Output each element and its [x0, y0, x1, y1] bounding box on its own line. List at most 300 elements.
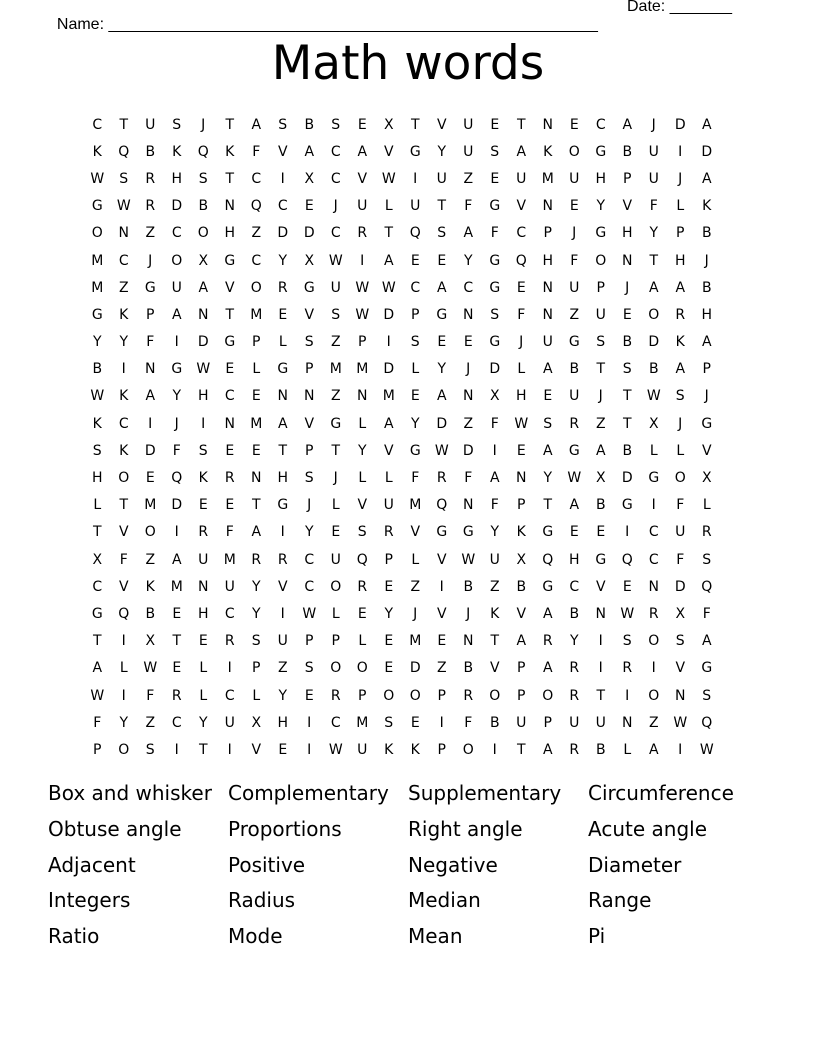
grid-cell: V: [489, 660, 500, 677]
grid-cell: E: [357, 605, 367, 622]
grid-cell: N: [463, 497, 474, 514]
grid-cell: B: [92, 361, 103, 378]
grid-cell: D: [674, 116, 686, 133]
grid-cell: N: [595, 605, 606, 622]
grid-cell: C: [304, 578, 315, 595]
grid-cell: P: [252, 334, 261, 351]
grid-cell: E: [384, 633, 394, 650]
grid-cell: L: [517, 361, 526, 378]
grid-cell: Y: [569, 633, 579, 650]
word-bank-item: Negative: [408, 852, 498, 877]
grid-cell: D: [144, 442, 156, 459]
word-bank-item: Complementary: [228, 781, 389, 805]
word-bank-item: Diameter: [588, 852, 682, 877]
grid-cell: I: [307, 741, 312, 758]
grid-cell: W: [328, 252, 343, 269]
grid-cell: N: [463, 633, 474, 650]
grid-row: [84, 301, 720, 328]
grid-cell: O: [648, 306, 660, 323]
word-bank-item: Circumference: [588, 781, 734, 805]
grid-cell: A: [145, 388, 156, 405]
grid-cell: U: [489, 551, 500, 568]
grid-row: [84, 356, 720, 383]
grid-cell: Y: [463, 252, 473, 269]
grid-cell: R: [463, 687, 474, 704]
grid-cell: S: [622, 361, 632, 378]
grid-cell: E: [569, 198, 579, 215]
grid-cell: S: [702, 551, 712, 568]
grid-cell: C: [648, 524, 659, 541]
grid-cell: Z: [251, 225, 262, 242]
grid-cell: D: [197, 334, 209, 351]
grid-cell: U: [330, 551, 341, 568]
grid-cell: C: [463, 279, 474, 296]
grid-cell: R: [145, 198, 156, 215]
grid-cell: G: [701, 660, 713, 677]
grid-cell: E: [225, 497, 235, 514]
grid-cell: E: [622, 578, 632, 595]
grid-cell: S: [198, 442, 208, 459]
grid-row: [84, 736, 720, 763]
grid-cell: L: [384, 470, 393, 487]
grid-cell: L: [278, 334, 287, 351]
grid-cell: H: [701, 306, 713, 323]
grid-cell: B: [622, 143, 633, 160]
grid-cell: R: [171, 687, 182, 704]
grid-cell: R: [277, 551, 288, 568]
grid-cell: Z: [145, 551, 156, 568]
grid-cell: Z: [489, 578, 500, 595]
grid-cell: N: [118, 225, 129, 242]
grid-cell: I: [201, 415, 206, 432]
grid-cell: E: [304, 687, 314, 704]
grid-cell: C: [171, 225, 182, 242]
grid-cell: G: [409, 442, 421, 459]
grid-cell: L: [411, 551, 420, 568]
grid-cell: B: [463, 578, 474, 595]
grid-cell: C: [330, 714, 341, 731]
grid-cell: M: [250, 415, 263, 432]
grid-cell: I: [227, 660, 232, 677]
grid-cell: V: [701, 442, 712, 459]
grid-cell: Y: [92, 334, 102, 351]
grid-cell: O: [250, 279, 262, 296]
grid-cell: O: [595, 252, 607, 269]
grid-row: [84, 111, 720, 138]
grid-cell: N: [622, 714, 633, 731]
grid-cell: J: [413, 605, 418, 622]
grid-cell: A: [542, 605, 553, 622]
grid-cell: B: [145, 143, 156, 160]
grid-cell: A: [516, 633, 527, 650]
grid-cell: I: [678, 143, 683, 160]
grid-cell: V: [357, 497, 368, 514]
grid-cell: G: [489, 334, 501, 351]
grid-cell: N: [198, 306, 209, 323]
grid-cell: R: [277, 279, 288, 296]
grid-cell: U: [569, 279, 580, 296]
grid-cell: R: [436, 470, 447, 487]
grid-cell: L: [702, 497, 711, 514]
grid-cell: R: [357, 225, 368, 242]
grid-cell: Q: [118, 143, 130, 160]
grid-cell: L: [199, 660, 208, 677]
grid-cell: B: [595, 741, 606, 758]
grid-cell: M: [91, 279, 104, 296]
grid-cell: A: [436, 388, 447, 405]
grid-cell: K: [145, 578, 155, 595]
grid-cell: T: [596, 361, 606, 378]
grid-cell: E: [251, 442, 261, 459]
grid-cell: A: [516, 143, 527, 160]
grid-cell: Z: [118, 279, 129, 296]
grid-cell: J: [704, 388, 709, 405]
grid-row: [84, 437, 720, 464]
grid-cell: L: [384, 198, 393, 215]
grid-cell: T: [198, 741, 208, 758]
grid-cell: W: [699, 741, 714, 758]
grid-cell: B: [595, 497, 606, 514]
grid-cell: J: [466, 361, 471, 378]
grid-cell: V: [383, 143, 394, 160]
grid-cell: P: [517, 497, 526, 514]
grid-cell: T: [225, 116, 235, 133]
grid-cell: N: [675, 687, 686, 704]
grid-cell: L: [676, 442, 685, 459]
grid-cell: A: [198, 279, 209, 296]
name-field-label: Name: _______________________________________________________: [56, 16, 598, 33]
grid-cell: Q: [515, 252, 527, 269]
grid-cell: X: [92, 551, 103, 568]
grid-cell: B: [304, 116, 315, 133]
grid-cell: E: [278, 741, 288, 758]
grid-cell: B: [701, 279, 712, 296]
grid-cell: U: [224, 578, 235, 595]
grid-cell: J: [201, 116, 206, 133]
grid-cell: Z: [410, 578, 421, 595]
grid-cell: X: [675, 605, 686, 622]
grid-cell: P: [305, 361, 314, 378]
grid-cell: E: [543, 388, 553, 405]
grid-cell: U: [171, 279, 182, 296]
word-bank-item: Right angle: [408, 816, 523, 841]
grid-cell: O: [489, 687, 501, 704]
grid-cell: X: [198, 252, 209, 269]
grid-cell: Z: [330, 334, 341, 351]
grid-cell: S: [304, 334, 314, 351]
grid-cell: V: [277, 578, 288, 595]
grid-cell: I: [121, 687, 126, 704]
grid-cell: N: [463, 388, 474, 405]
grid-cell: M: [356, 714, 369, 731]
grid-cell: U: [675, 524, 686, 541]
grid-cell: D: [436, 415, 448, 432]
grid-row: [84, 329, 720, 356]
grid-cell: M: [382, 388, 395, 405]
grid-cell: V: [595, 578, 606, 595]
grid-cell: I: [625, 524, 630, 541]
grid-cell: W: [90, 687, 105, 704]
grid-cell: M: [356, 361, 369, 378]
grid-cell: L: [199, 687, 208, 704]
grid-cell: P: [411, 306, 420, 323]
grid-cell: S: [198, 170, 208, 187]
grid-cell: U: [198, 551, 209, 568]
grid-cell: E: [490, 170, 500, 187]
grid-cell: H: [621, 225, 633, 242]
grid-cell: U: [224, 714, 235, 731]
grid-cell: O: [648, 633, 660, 650]
grid-cell: I: [598, 660, 603, 677]
grid-cell: G: [489, 252, 501, 269]
grid-cell: R: [224, 633, 235, 650]
grid-cell: I: [174, 524, 179, 541]
grid-cell: Q: [409, 225, 421, 242]
grid-cell: J: [519, 334, 524, 351]
grid-cell: V: [516, 198, 527, 215]
grid-cell: G: [621, 497, 633, 514]
grid-cell: Z: [648, 714, 659, 731]
grid-cell: I: [307, 714, 312, 731]
grid-cell: F: [411, 470, 420, 487]
grid-cell: X: [251, 714, 262, 731]
grid-cell: Y: [437, 143, 447, 160]
grid-cell: O: [356, 660, 368, 677]
grid-cell: Z: [463, 415, 474, 432]
grid-cell: R: [675, 306, 686, 323]
grid-cell: R: [569, 687, 580, 704]
grid-cell: T: [225, 170, 235, 187]
grid-cell: V: [383, 442, 394, 459]
grid-cell: I: [386, 334, 391, 351]
grid-cell: D: [409, 660, 421, 677]
grid-cell: Y: [357, 442, 367, 459]
grid-cell: R: [569, 741, 580, 758]
grid-cell: W: [90, 388, 105, 405]
grid-cell: S: [119, 170, 129, 187]
grid-cell: L: [331, 605, 340, 622]
grid-cell: Z: [145, 225, 156, 242]
grid-cell: S: [92, 442, 102, 459]
grid-cell: Z: [330, 388, 341, 405]
word-bank-item: Adjacent: [48, 852, 136, 877]
grid-cell: E: [145, 470, 155, 487]
grid-cell: P: [676, 225, 685, 242]
grid-cell: N: [277, 388, 288, 405]
grid-cell: U: [648, 143, 659, 160]
grid-cell: O: [144, 524, 156, 541]
grid-cell: O: [118, 470, 130, 487]
grid-cell: K: [119, 442, 129, 459]
grid-cell: C: [595, 116, 606, 133]
grid-cell: A: [436, 279, 447, 296]
grid-cell: J: [678, 415, 683, 432]
grid-cell: A: [701, 116, 712, 133]
word-bank: [48, 777, 768, 956]
grid-cell: G: [409, 143, 421, 160]
grid-cell: F: [570, 252, 579, 269]
grid-cell: S: [304, 470, 314, 487]
grid-cell: C: [304, 551, 315, 568]
grid-cell: A: [542, 442, 553, 459]
grid-cell: M: [223, 551, 236, 568]
grid-cell: A: [92, 660, 103, 677]
grid-cell: J: [333, 470, 338, 487]
grid-cell: C: [330, 170, 341, 187]
grid-cell: T: [516, 741, 526, 758]
grid-cell: M: [91, 252, 104, 269]
grid-cell: X: [516, 551, 527, 568]
grid-cell: S: [702, 687, 712, 704]
grid-cell: E: [410, 714, 420, 731]
grid-cell: D: [383, 361, 395, 378]
grid-cell: I: [174, 334, 179, 351]
grid-cell: P: [146, 306, 155, 323]
grid-cell: H: [674, 252, 686, 269]
grid-cell: I: [280, 524, 285, 541]
grid-cell: E: [331, 524, 341, 541]
page-title: Math words: [271, 36, 545, 91]
grid-cell: A: [463, 225, 474, 242]
grid-cell: P: [358, 334, 367, 351]
grid-cell: U: [516, 170, 527, 187]
grid-cell: U: [595, 714, 606, 731]
grid-cell: B: [569, 361, 580, 378]
grid-cell: O: [568, 143, 580, 160]
grid-cell: N: [516, 470, 527, 487]
grid-cell: U: [516, 714, 527, 731]
grid-cell: D: [462, 442, 474, 459]
grid-cell: A: [357, 143, 368, 160]
grid-cell: P: [358, 687, 367, 704]
grid-cell: F: [252, 143, 261, 160]
grid-cell: H: [542, 252, 554, 269]
grid-cell: M: [250, 306, 263, 323]
grid-cell: T: [92, 633, 102, 650]
grid-cell: U: [463, 143, 474, 160]
grid-cell: E: [384, 578, 394, 595]
grid-cell: W: [355, 279, 370, 296]
grid-cell: Y: [198, 714, 208, 731]
grid-cell: D: [648, 334, 660, 351]
grid-cell: W: [567, 470, 582, 487]
grid-cell: F: [517, 306, 526, 323]
grid-cell: E: [437, 334, 447, 351]
grid-cell: A: [675, 279, 686, 296]
grid-cell: I: [280, 170, 285, 187]
grid-cell: W: [434, 442, 449, 459]
grid-cell: I: [280, 605, 285, 622]
grid-cell: R: [569, 415, 580, 432]
grid-cell: Y: [437, 361, 447, 378]
grid-row: [84, 165, 720, 192]
grid-cell: L: [649, 442, 658, 459]
grid-cell: T: [278, 442, 288, 459]
grid-cell: A: [383, 415, 394, 432]
grid-cell: R: [224, 470, 235, 487]
grid-cell: G: [542, 524, 554, 541]
grid-cell: L: [358, 633, 367, 650]
grid-cell: G: [568, 334, 580, 351]
grid-cell: A: [542, 741, 553, 758]
grid-cell: S: [357, 524, 367, 541]
grid-cell: F: [490, 415, 499, 432]
grid-cell: K: [490, 605, 500, 622]
grid-cell: G: [91, 605, 103, 622]
grid-cell: E: [622, 306, 632, 323]
grid-cell: S: [543, 415, 553, 432]
grid-row: [84, 193, 720, 220]
grid-cell: N: [542, 198, 553, 215]
grid-cell: V: [304, 306, 315, 323]
grid-cell: M: [329, 361, 342, 378]
grid-cell: V: [357, 170, 368, 187]
grid-cell: T: [225, 306, 235, 323]
grid-cell: R: [198, 524, 209, 541]
grid-cell: P: [517, 660, 526, 677]
grid-cell: H: [515, 388, 527, 405]
grid-cell: I: [360, 252, 365, 269]
grid-cell: R: [330, 687, 341, 704]
grid-cell: Z: [569, 306, 580, 323]
grid-cell: U: [569, 170, 580, 187]
grid-cell: E: [437, 252, 447, 269]
grid-cell: G: [489, 198, 501, 215]
grid-cell: P: [331, 633, 340, 650]
word-bank-item: Mean: [408, 924, 463, 949]
grid-cell: R: [383, 524, 394, 541]
grid-cell: S: [596, 334, 606, 351]
grid-cell: C: [92, 116, 103, 133]
grid-cell: B: [701, 225, 712, 242]
grid-cell: S: [622, 633, 632, 650]
grid-cell: O: [648, 687, 660, 704]
grid-cell: P: [702, 361, 711, 378]
grid-cell: O: [330, 578, 342, 595]
grid-cell: F: [649, 198, 658, 215]
grid-cell: Y: [490, 524, 500, 541]
grid-cell: C: [569, 578, 580, 595]
grid-cell: T: [92, 524, 102, 541]
grid-cell: U: [383, 497, 394, 514]
word-bank-item: Integers: [48, 888, 131, 913]
grid-cell: U: [569, 714, 580, 731]
grid-cell: E: [357, 116, 367, 133]
grid-row: [84, 519, 720, 546]
grid-cell: S: [675, 388, 685, 405]
grid-cell: C: [118, 252, 129, 269]
grid-cell: Y: [304, 524, 314, 541]
grid-cell: T: [649, 252, 659, 269]
grid-cell: A: [251, 524, 262, 541]
grid-cell: M: [170, 578, 183, 595]
grid-cell: B: [622, 442, 633, 459]
grid-cell: G: [171, 361, 183, 378]
grid-cell: B: [463, 660, 474, 677]
grid-cell: Y: [543, 470, 553, 487]
grid-cell: W: [673, 714, 688, 731]
grid-cell: R: [145, 170, 156, 187]
grid-cell: E: [225, 442, 235, 459]
grid-cell: C: [330, 143, 341, 160]
grid-cell: J: [598, 388, 603, 405]
grid-cell: U: [410, 198, 421, 215]
grid-cell: E: [251, 388, 261, 405]
grid-cell: I: [439, 578, 444, 595]
grid-cell: V: [118, 524, 129, 541]
grid-cell: B: [198, 198, 209, 215]
grid-cell: D: [489, 361, 501, 378]
